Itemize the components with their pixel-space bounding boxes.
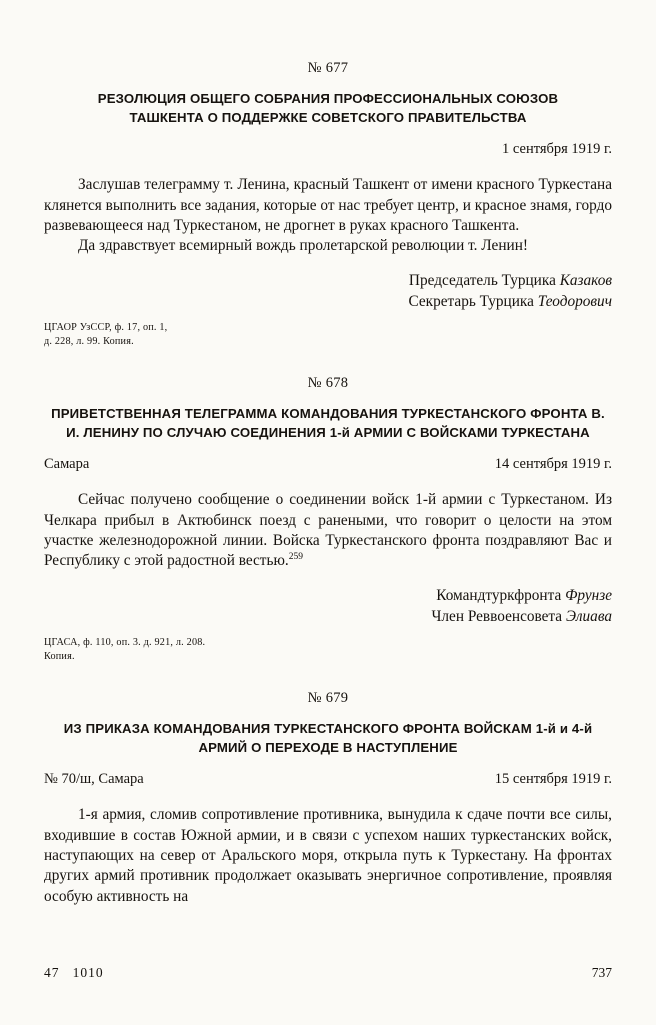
- paragraph: Заслушав телеграмму т. Ленина, красный Ташкент от имени красного Туркестана клянется выполнить все задания, которые от нас требует центр, и красное знамя, гордо развевающееся над Туркестаном, не дрогнет в руках красного Ташкента.: [44, 176, 612, 234]
- document-date: 15 сентября 1919 г.: [494, 771, 612, 788]
- signature-role: Командтуркфронта: [436, 586, 562, 604]
- signature-line: [44, 291, 612, 312]
- document-meta: [44, 456, 612, 473]
- signature-role: Председатель Турцика: [408, 271, 556, 289]
- document-number: № 678: [307, 375, 349, 391]
- archive-reference-line-1: ЦГАСА, ф. 110, оп. 3. д. 921, л. 208.: [44, 637, 206, 649]
- signature-name: Элиава: [565, 608, 612, 626]
- signature-role: Секретарь Турцика: [408, 293, 534, 311]
- document-number: № 679: [307, 690, 349, 706]
- archive-reference: [44, 321, 612, 349]
- signature-role: Член Реввоенсовета: [431, 608, 563, 626]
- paragraph-text: Сейчас получено сообщение о соединении войск 1-й армии с Туркестаном. Из Челкара прибыл в Актюбинск поезд с ранеными, что говорит о целости на этом участке железнодорожной линии. Войска Туркестанского фронта поздравляют Вас и Республику с этой радостной вестью.: [44, 491, 612, 570]
- document-title: ИЗ ПРИКАЗА КОМАНДОВАНИЯ ТУРКЕСТАНСКОГО ФРОНТА ВОЙСКАМ 1-й и 4-й АРМИЙ О ПЕРЕХОДЕ В НАСТУПЛЕНИЕ: [63, 721, 593, 756]
- paragraph: Да здравствует всемирный вождь пролетарской революции т. Ленин!: [78, 237, 528, 255]
- paragraph: [44, 490, 612, 571]
- document-title: РЕЗОЛЮЦИЯ ОБЩЕГО СОБРАНИЯ ПРОФЕССИОНАЛЬНЫХ СОЮЗОВ ТАШКЕНТА О ПОДДЕРЖКЕ СОВЕТСКОГО ПРАВИТЕЛЬСТВА: [97, 91, 559, 126]
- signature-block: [44, 270, 612, 313]
- document-entry-677: [44, 60, 612, 349]
- signature-block: [44, 585, 612, 628]
- document-place: Самара: [44, 456, 90, 473]
- paragraph: 1-я армия, сломив сопротивление противника, вынудила к сдаче почти все силы, входившие в состав Южной армии, и в связи с успехом наших туркестанских войск, наступающих на север от Аральского моря, открыла путь к Туркестану. На фронтах других армий противник продолжает оказывать энергичное сопротивление, проявляя особую активность на: [44, 806, 612, 905]
- signature-line: [44, 585, 612, 606]
- archive-reference-line-1: ЦГАОР УзССР, ф. 17, оп. 1,: [44, 322, 168, 334]
- archive-reference-line-2: Копия.: [44, 651, 75, 663]
- page-footer: [44, 965, 612, 981]
- page-number: 737: [591, 965, 612, 980]
- document-title: ПРИВЕТСТВЕННАЯ ТЕЛЕГРАММА КОМАНДОВАНИЯ ТУРКЕСТАНСКОГО ФРОНТА В. И. ЛЕНИНУ ПО СЛУЧАЮ СОЕДИНЕНИЯ 1-й АРМИИ С ВОЙСКАМИ ТУРКЕСТАНА: [51, 406, 605, 441]
- footer-edition-number: 1010: [72, 965, 104, 980]
- document-entry-679: [44, 690, 612, 907]
- signature-name: Фрунзе: [565, 586, 612, 604]
- footer-signature-number: 47: [44, 965, 60, 980]
- archive-reference: [44, 636, 612, 664]
- archive-reference-line-2: д. 228, л. 99. Копия.: [44, 336, 134, 348]
- footnote-marker: 259: [288, 552, 303, 563]
- document-date: 1 сентября 1919 г.: [502, 141, 612, 158]
- document-date: 14 сентября 1919 г.: [494, 456, 612, 473]
- signature-line: [44, 606, 612, 627]
- footer-signature: [44, 965, 104, 981]
- signature-name: Казаков: [559, 271, 612, 289]
- document-place: № 70/ш, Самара: [44, 771, 144, 788]
- page-content: [44, 60, 612, 907]
- document-meta: [44, 771, 612, 788]
- signature-name: Теодорович: [537, 293, 612, 311]
- signature-line: [44, 270, 612, 291]
- document-number: № 677: [307, 60, 349, 76]
- document-entry-678: [44, 375, 612, 664]
